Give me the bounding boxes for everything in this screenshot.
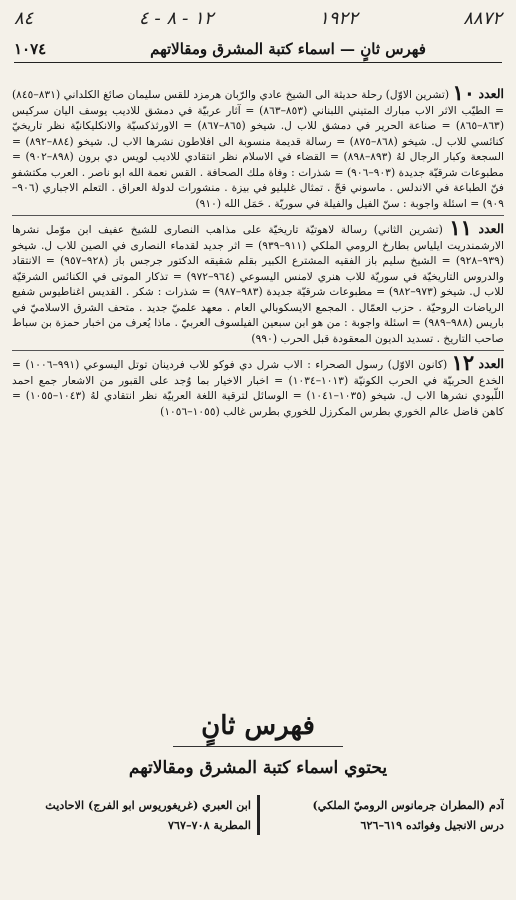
handwritten-note: ٨٤ xyxy=(14,7,34,29)
index-body xyxy=(12,80,505,423)
handwritten-note: ٨٨٧٢ xyxy=(463,7,502,29)
running-header xyxy=(14,36,502,63)
issue-number: ١٠ xyxy=(452,80,476,105)
divider xyxy=(173,746,343,747)
entry-left-line: المطربة ٧٠٨–٧٦٧ xyxy=(168,818,251,832)
header-title: فهرس ثانٍ — اسماء كتبة المشرق ومقالاتهم xyxy=(150,40,426,58)
page-number: ١٠٧٤ xyxy=(14,40,47,58)
section-subtitle: يحتوي اسماء كتبة المشرق ومقالاتهم xyxy=(128,758,388,778)
divider xyxy=(12,350,504,351)
handwritten-note: ١٢ - ٨ - ٤ xyxy=(138,7,214,29)
entry-right-line: درس الانجيل وفوائده ٦١٩–٦٢٦ xyxy=(360,818,504,832)
issue-entry xyxy=(12,80,505,211)
issue-text: (تشرين الثاني) رسالة لاهوتيّة تاريخيّة على مذاهب النصارى للشيخ عفيف ابن موّمل نشرها الارشمندريت ايلياس بطارخ الرومي الملكي (٩١١–٩٣٩) = اثر جديد لقدماء النصارى في الصين للاب ل. شيخو (٩٣٩–٩٢٨) = الشيخ سليم باز الفقيه المشترع الكبير بقلم شقيقه الدكتور جرجس باز (٩٢٨–٩٥٧) = الانتقاد والدروس التاريخيّة في سوريّة للاب هنري لامنس اليسوعي (٩٦٤–٩٧٢) = تذكار الموتى في الكنائس الشرقيّة للاب ل. شيخو (٩٧٣–٩٨٢) = مطبوعات شرقيّة جديدة (٩٨٣–٩٨٧) = شذرات : شكر . القديس اغناطيوس شفيع الرياضات الروحيّة . حزب العمّال . المجمع الايسكوبالي العام . معهد علميّ جديد . متحف الشرق الاسلاميّ في باريس (٩٨٨–٩٨٩) = اسئلة واجوبة : من هو ابن سبعين الفيلسوف العربيّ . ماذا يُعرف من اخبار حمزة بن سباط صاحب التاريخ . تسديد الديون المعقودة قبل الحرب (٩٩٠) xyxy=(12,223,504,345)
author-entries xyxy=(12,795,504,835)
section-heading xyxy=(0,708,516,783)
entry-right-line: آدم (المطران جرمانوس الروميّ الملكي) xyxy=(312,798,504,812)
handwritten-note: ١٩٢٢ xyxy=(319,7,358,29)
entry-left-line: ابن العبري (غريغوريوس ابو الفرج) الاحاديث xyxy=(45,798,251,812)
column-separator xyxy=(251,815,265,835)
issue-number: ١١ xyxy=(449,215,472,240)
handwritten-notes xyxy=(14,4,502,32)
issue-label: العدد xyxy=(478,356,504,371)
column-separator xyxy=(251,795,265,815)
issue-number: ١٢ xyxy=(451,350,475,375)
issue-entry xyxy=(12,215,504,346)
issue-text: (تشرين الاوّل) رحلة حديثة الى الشيخ عادي والرّبان هرمزد للقس سليمان صائغ الكلداني (٨٣١–٨٤٥) = الطيّب الاثر الاب مبارك المتيني اللبناني (٨٥٣–٨٦٣) = آثار عربيّة في دمشق للاديب يوسف اليان سركيس (٨٦٣–٨٦٥) = صناعة الحرير في دمشق للاب ل. شيخو (٨٦٥–٨٦٧) = الاورثذكسيّة والانكليكانيّة نظر تاريخيّ كنائسي للاب ل. شيخو (٨٦٨–٨٧٥) = رسالة قديمة منسوبة الى افلاطون نشرها الاب ل. شيخو (٨٨٤–٨٩٢) = السجعة وكبار الرجال لهُ (٨٩٣–٨٩٨) = القضاء في الاسلام نظر انتقادي للاديب لويس دي برون (٨٩٨–٩٠٢) = مطبوعات شرقيّة جديدة (٩٠٣–٩٠٦) = شذرات : وفاة ملك الصحافة . القس نعمة الله ابو ناصر . العرب مكتشفو فنّ الطباعة في الاندلس . ماسوني قحّ . تمثال غليليو في بيزة . منشورات لدولة العراق . التعلم الاجباري (٩٠٦–٩٠٩) = اسئلة واجوبة : سنّ الفيل والفيلة في سوريّة . حَمَل الله (٩١٠) xyxy=(12,88,505,210)
issue-label: العدد xyxy=(478,86,504,101)
section-title: فهرس ثانٍ xyxy=(201,711,315,741)
issue-entry xyxy=(12,350,505,419)
issue-text: (كانون الاوّل) رسول الصحراء : الاب شرل دي فوكو للاب فردينان توتل اليسوعي (٩٩١–١٠٠٦) = الخدع الحربيّة في الحرب الكونيّة (١٠١٣–١٠٣٤) = اخبار الاخيار بما وُجد على القبور من الاشعار جمع احمد اللّبودي نشرها الاب ل. شيخو (١٠٣٥–١٠٤١) = الوسائل لترقية اللغة العربيّة نظر انتقادي لهُ (١٠٤٣–١٠٥٥) = كاهن فاضل عالم الخوري بطرس المكرزل للخوري بطرس غالب (١٠٥٥–١٠٥٦) xyxy=(12,358,505,418)
issue-label: العدد xyxy=(478,221,504,236)
divider xyxy=(12,215,504,216)
